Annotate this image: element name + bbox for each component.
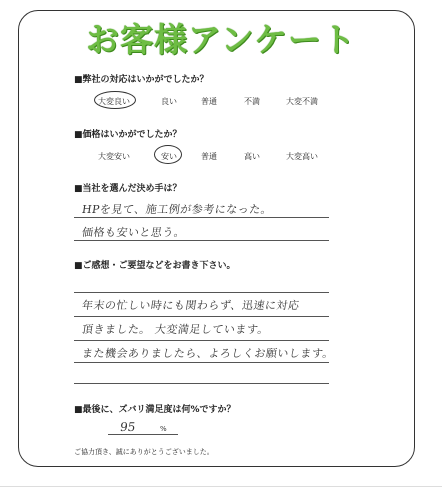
question-service: ■弊社の対応はいかがでしたか？ — [74, 75, 209, 85]
option-service-good: 良い — [161, 97, 177, 106]
option-price-very-cheap: 大変安い — [98, 152, 130, 161]
answer-rule — [74, 217, 329, 218]
option-price-normal: 普通 — [201, 152, 217, 161]
satisfaction-rule — [108, 434, 178, 435]
answer-line: HPを見て、施工例が参考になった。 — [81, 203, 274, 216]
option-service-very-dissatisfied: 大変不満 — [286, 97, 318, 106]
question-satisfaction: ■最後に、ズバリ満足度は何%ですか？ — [74, 405, 236, 415]
question-price: ■価格はいかがでしたか？ — [74, 130, 182, 140]
selection-circle — [154, 145, 182, 164]
option-service-normal: 普通 — [201, 97, 217, 106]
answer-line: 頂きました。 大変満足しています。 — [81, 323, 270, 336]
question-comments: ■ご感想・ご要望などをお書き下さい。 — [74, 261, 236, 271]
option-service-dissatisfied: 不満 — [244, 97, 260, 106]
answer-rule — [74, 340, 329, 341]
answer-line: 年末の忙しい時にも関わらず、迅速に対応 — [81, 299, 301, 312]
answer-rule — [74, 383, 329, 384]
satisfaction-value: 95 — [119, 420, 137, 434]
answer-rule — [74, 316, 329, 317]
option-price-cheap: 安い — [161, 152, 177, 161]
selection-circle — [94, 91, 136, 109]
page-divider — [0, 486, 442, 487]
answer-line: 価格も安いと思う。 — [81, 226, 187, 239]
answer-rule — [74, 362, 329, 363]
option-price-expensive: 高い — [244, 152, 260, 161]
answer-line: また機会ありましたら、よろしくお願いします。 — [81, 347, 335, 360]
satisfaction-unit: % — [160, 425, 167, 433]
answer-rule — [74, 292, 329, 293]
option-price-very-expensive: 大変高い — [286, 152, 318, 161]
survey-title: お客様アンケート — [85, 20, 357, 59]
answer-rule — [74, 240, 329, 241]
thank-you-note: ご協力頂き、誠にありがとうございました。 — [74, 448, 214, 456]
question-deciding-factor: ■当社を選んだ決め手は？ — [74, 184, 182, 194]
option-service-very-good: 大変良い — [98, 97, 130, 106]
